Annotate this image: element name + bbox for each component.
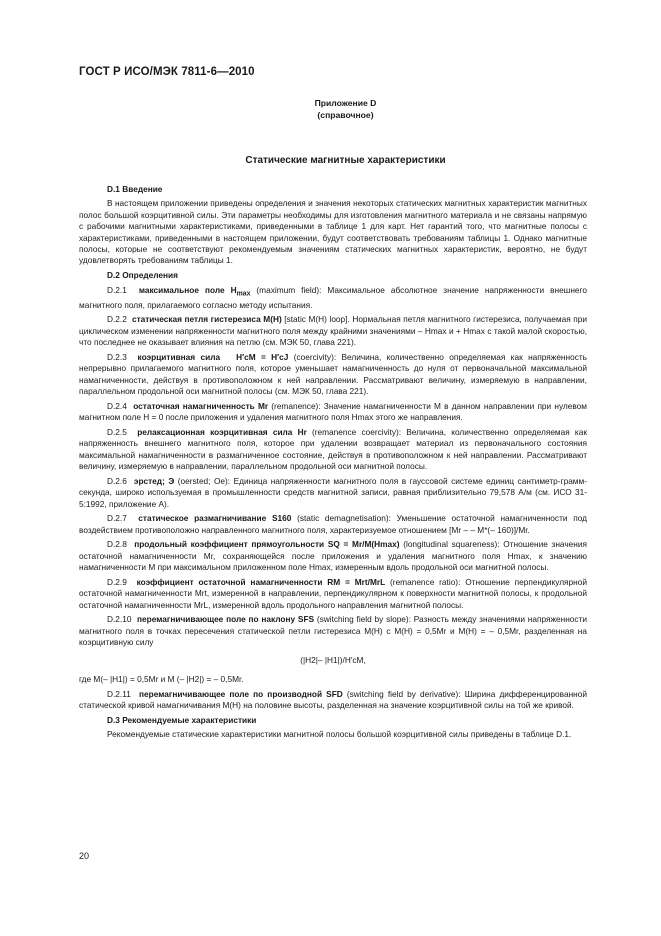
- formula-d210: (|H2|– |H1|)/H′cM,: [300, 654, 366, 665]
- annex-kind: (справочное): [317, 109, 374, 120]
- document-header: ГОСТ Р ИСО/МЭК 7811-6—2010: [79, 66, 255, 78]
- definition-d21: D.2.1 максимальное поле $H_{max}$ (maximum field): Максимальное абсолютное значение напряженности внешнего магнитного поля, прилагаемого согласно методу испытания.: [79, 284, 587, 310]
- definition-d210: D.2.10 перемагничивающее поле по наклону SFS (switching field by slope): Разность между значениями напряженности магнитного поля в точках пересечения статической петли гистерезиса M(H) с M(H) = 0,5Mr и M(H) = – 0,5Mr, разделенная на коэрцитивную силу: [79, 614, 587, 648]
- definition-d25: D.2.5 релаксационная коэрцитивная сила Hr (remanence coercivity): Величина, количественно определяемая как напряженность внешнего магнитного поля, которое при удалении возвращает материал из первоначального состояния максимальной намагниченности в размагниченное состояние, действуя в противоположном к ней направлении. Рассматривают величину, измеряемую в направлении, параллельном продольной оси магнитной полосы.: [79, 426, 587, 472]
- definition-d23: D.2.3 коэрцитивная сила H′cM = H′cJ (coercivity): Величина, количественно определяемая как напряженность непрерывно прилагаемого магнитного поля, которое уменьшает намагниченность до нуля от первоначальной максимальной намагниченности, действуя в противоположном к ней направлении. Рассматривают величину, измеряемую в направлении, параллельном продольной оси магнитной полосы (см. МЭК 50, глава 221).: [79, 351, 587, 397]
- formula-where-d210: где M(– |H1|) = 0,5Mr и M (– |H2|) = – 0,5Mr.: [79, 674, 244, 685]
- definition-d26: D.2.6 эрстед; Э (oersted; Oe): Единица напряженности магнитного поля в гауссовой системе единиц сантиметр-грамм-секунда, широко используемая в промышленности средств магнитной записи, равная приблизительно 79,578 А/м (см. ИСО 31-5:1992, приложение А).: [79, 475, 587, 509]
- heading-d3: D.3 Рекомендуемые характеристики: [107, 714, 257, 725]
- annex-label: [0, 98, 661, 121]
- document-body: [79, 184, 587, 744]
- definition-d24: D.2.4 остаточная намагниченность Mr (remanence): Значение намагниченности M в данном направлении при нулевом магнитном поле H = 0 после приложения и удаления магнитного поля Hmax этого же направления.: [79, 400, 587, 423]
- definition-d22: D.2.2 статическая петля гистерезиса M(H) [static M(H) loop]. Нормальная петля магнитного гистерезиса, получаемая при циклическом изменении напряженности магнитного поля между крайними значениями – Hmax и + Hmax с такой малой скоростью, что последнее не оказывает влияния на петлю (см. МЭК 50, глава 221).: [79, 314, 587, 348]
- heading-d1: D.1 Введение: [107, 184, 163, 194]
- definition-d28: D.2.8 продольный коэффициент прямоугольности SQ = Mr/M(Hmax) (longitudinal squareness): Отношение значения остаточной намагниченности Mr, сохраняющейся после приложения и удаления магнитного поля Hmax, к значению намагниченности M при максимальном приложенном поле Hmax, измеренным вдоль продольной оси магнитной полосы.: [79, 539, 587, 573]
- heading-d2: D.2 Определения: [107, 270, 178, 281]
- page-number: 20: [79, 851, 90, 861]
- section-title: Статические магнитные характеристики: [245, 155, 446, 166]
- annex-name: Приложение D: [314, 98, 377, 108]
- paragraph-d1: В настоящем приложении приведены определения и значения некоторых статических магнитных характеристик магнитных полос большой коэрцитивной силы. Эти параметры необходимы для изготовления магнитного материала и не связаны напрямую с рабочими магнитными характеристиками, приведенными в таблице 1 для карт. Нет гарантий того, что магнитные полосы с характеристиками, приведенными в настоящем приложении, будут соответствовать требованиям таблицы 1. Однако магнитные полосы, которые не соответствуют рекомендуемым значениям статических магнитных характеристик, вероятно, не будут удовлетворять требованиям таблицы 1.: [79, 198, 587, 266]
- paragraph-d3: Рекомендуемые статические характеристики магнитной полосы большой коэрцитивной силы приведены в таблице D.1.: [107, 729, 572, 740]
- definition-d29: D.2.9 коэффициент остаточной намагниченности RM = Mrt/MrL (remanence ratio): Отношение перпендикулярной остаточной намагниченности Mrt, измеренной в направлении, перпендикулярном к поверхности магнитной полосы, к продольной остаточной намагниченности MrL, измеренной вдоль продольного направления магнитной полосы.: [79, 576, 587, 610]
- definition-d27: D.2.7 статическое размагничивание S160 (static demagnetisation): Уменьшение остаточной намагниченности под воздействием противоположно направленного магнитного поля, характеризуемое отношением [Mr – – M*(– 160)]/Mr.: [79, 513, 587, 535]
- definition-d211: D.2.11 перемагничивающее поле по производной SFD (switching field by derivative): Ширина дифференцированной статической кривой намагничивания M(H) на половине высоты, разделенная на значение коэрцитивной силы на той же кривой.: [79, 688, 587, 711]
